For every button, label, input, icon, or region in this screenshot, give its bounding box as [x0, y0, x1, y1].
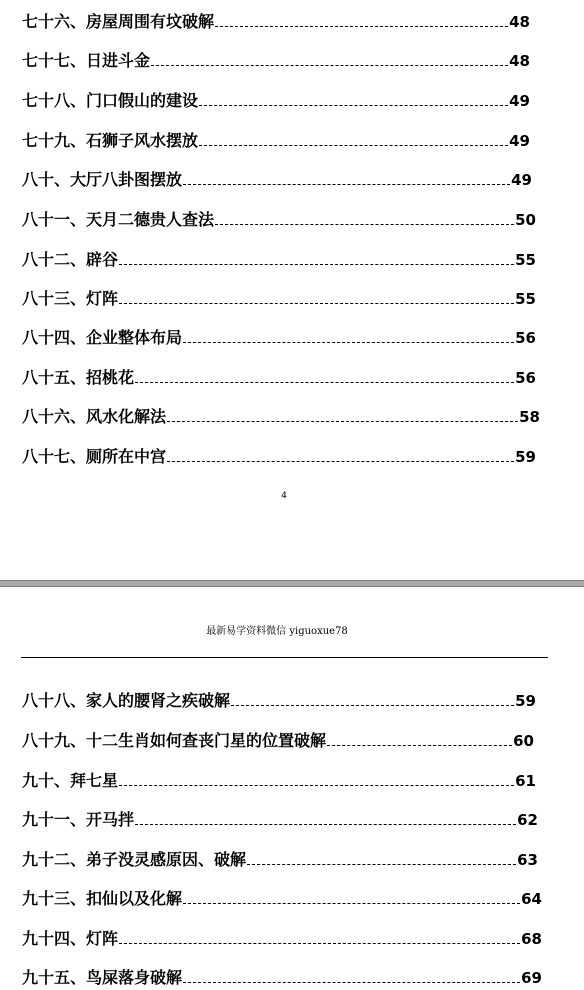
dot-leader [119, 943, 520, 944]
dot-leader [215, 26, 508, 27]
toc-entry-page: 49 [509, 132, 530, 150]
header-rule [21, 657, 548, 658]
dot-leader [183, 982, 520, 983]
toc-entry[interactable] [22, 687, 536, 711]
toc-entry[interactable] [22, 87, 530, 111]
toc-entry[interactable] [22, 767, 536, 791]
toc-entry-page: 56 [515, 329, 536, 347]
toc-entry-title: 九十四、灯阵 [22, 929, 119, 948]
toc-entry-title: 九十五、鸟屎落身破解 [22, 968, 183, 987]
toc-entry-page: 69 [521, 969, 542, 987]
toc-entry-title: 八十五、招桃花 [22, 368, 135, 387]
toc-entry-title: 七十九、石狮子风水摆放 [22, 131, 199, 150]
toc-entry-page: 48 [509, 13, 530, 31]
toc-entry-title: 八十七、厕所在中宫 [22, 447, 167, 466]
dot-leader [183, 903, 520, 904]
toc-entry-page: 63 [517, 851, 538, 869]
toc-entry[interactable] [22, 324, 536, 348]
dot-leader [199, 145, 508, 146]
toc-entry-page: 59 [515, 692, 536, 710]
toc-entry-page: 62 [517, 811, 538, 829]
toc-entry-title: 八十三、灯阵 [22, 289, 119, 308]
dot-leader [135, 824, 516, 825]
toc-entry-title: 七十八、门口假山的建设 [22, 91, 199, 110]
toc-entry-page: 61 [515, 772, 536, 790]
toc-entry-page: 55 [515, 290, 536, 308]
toc-entry-title: 七十六、房屋周围有坟破解 [22, 12, 215, 31]
toc-entry-title: 八十八、家人的腰肾之疾破解 [22, 691, 231, 710]
toc-entry-title: 九十三、扣仙以及化解 [22, 889, 183, 908]
toc-entry-page: 55 [515, 251, 536, 269]
toc-entry[interactable] [22, 727, 534, 751]
dot-leader [247, 864, 516, 865]
toc-entry-page: 56 [515, 369, 536, 387]
toc-entry-title: 八十四、企业整体布局 [22, 328, 183, 347]
toc-entry-title: 八十六、风水化解法 [22, 407, 167, 426]
toc-entry[interactable] [22, 364, 536, 388]
toc-entry-page: 49 [509, 92, 530, 110]
toc-entry[interactable] [22, 806, 538, 830]
toc-entry[interactable] [22, 885, 542, 909]
toc-entry[interactable] [22, 206, 536, 230]
dot-leader [183, 184, 510, 185]
dot-leader [167, 421, 518, 422]
dot-leader [183, 342, 514, 343]
toc-entry[interactable] [22, 166, 532, 190]
dot-leader [119, 303, 514, 304]
toc-entry-page: 59 [515, 448, 536, 466]
toc-entry[interactable] [22, 246, 536, 270]
dot-leader [119, 264, 514, 265]
toc-entry-page: 49 [511, 171, 532, 189]
toc-entry[interactable] [22, 443, 536, 467]
dot-leader [119, 785, 514, 786]
toc-entry-title: 八十二、辟谷 [22, 250, 119, 269]
dot-leader [135, 382, 514, 383]
page-separator [0, 580, 584, 587]
toc-entry[interactable] [22, 8, 530, 32]
toc-entry-title: 九十一、开马拌 [22, 810, 135, 829]
toc-entry-page: 68 [521, 930, 542, 948]
toc-entry-title: 九十、拜七星 [22, 771, 119, 790]
toc-entry[interactable] [22, 127, 530, 151]
toc-entry-page: 58 [519, 408, 540, 426]
toc-entry[interactable] [22, 846, 538, 870]
page-number: 4 [281, 491, 287, 501]
toc-entry[interactable] [22, 47, 530, 71]
toc-entry-page: 60 [513, 732, 534, 750]
toc-entry-title: 八十九、十二生肖如何查丧门星的位置破解 [22, 731, 327, 750]
toc-entry[interactable] [22, 403, 540, 427]
dot-leader [199, 105, 508, 106]
toc-entry-title: 八十一、天月二德贵人查法 [22, 210, 215, 229]
toc-entry-title: 九十二、弟子没灵感原因、破解 [22, 850, 247, 869]
toc-entry[interactable] [22, 925, 542, 949]
toc-entry-page: 50 [515, 211, 536, 229]
dot-leader [215, 224, 514, 225]
dot-leader [327, 745, 512, 746]
toc-entry[interactable] [22, 964, 542, 988]
dot-leader [231, 705, 514, 706]
toc-entry-title: 八十、大厅八卦图摆放 [22, 170, 183, 189]
toc-entry-page: 48 [509, 52, 530, 70]
dot-leader [151, 65, 508, 66]
toc-entry-title: 七十七、日进斗金 [22, 51, 151, 70]
toc-entry[interactable] [22, 285, 536, 309]
toc-entry-page: 64 [521, 890, 542, 908]
dot-leader [167, 461, 514, 462]
running-header: 最新易学资料微信 yiguoxue78 [206, 626, 348, 637]
